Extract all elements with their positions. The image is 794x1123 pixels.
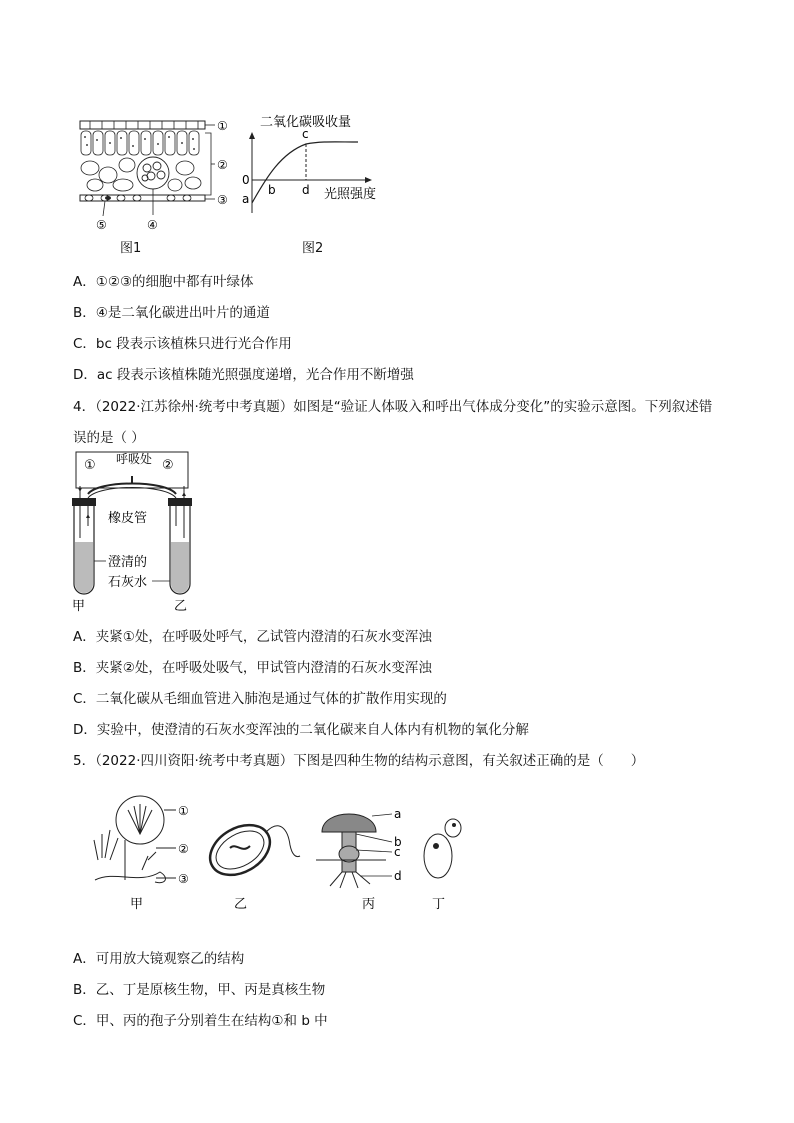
q4-option-a: A．夹紧①处，在呼吸处呼气，乙试管内澄清的石灰水变浑浊: [73, 629, 432, 645]
q4-stem-line2: 误的是（ ）: [73, 430, 145, 446]
q5-stem: 5．（2022·四川资阳·统考中考真题）下图是四种生物的结构示意图，有关叙述正确的是（ ）: [73, 753, 645, 769]
fig2-point-c: c: [302, 127, 309, 141]
mushroom-mark-b: b: [394, 835, 402, 849]
fig1-caption: 图1: [120, 241, 142, 256]
tube-jia-label: 甲: [72, 599, 86, 614]
organism-label-ding: 丁: [432, 897, 446, 912]
fig2-caption: 图2: [302, 241, 324, 256]
tube-label: 橡皮管: [108, 511, 148, 526]
clamp-mark-2: ②: [162, 458, 174, 473]
fig2-origin-label: 0: [242, 173, 250, 187]
clamp-mark-1: ①: [84, 458, 96, 473]
q5-option-b: B．乙、丁是原核生物，甲、丙是真核生物: [73, 982, 326, 998]
q5-option-a: A．可用放大镜观察乙的结构: [73, 951, 245, 967]
q5-option-c: C．甲、丙的孢子分别着生在结构①和 b 中: [73, 1013, 328, 1029]
q3-option-d: D．ac 段表示该植株随光照强度递增，光合作用不断增强: [73, 367, 414, 383]
four-organisms-figure: [90, 790, 490, 920]
q3-option-a: A．①②③的细胞中都有叶绿体: [73, 274, 254, 290]
q4-option-b: B．夹紧②处，在呼吸处吸气，甲试管内澄清的石灰水变浑浊: [73, 660, 432, 676]
fig1-mark-5: ⑤: [96, 218, 107, 232]
fig1-mark-4: ④: [147, 218, 158, 232]
mushroom-mark-d: d: [394, 869, 402, 883]
lime-label-line1: 澄清的: [108, 555, 148, 570]
fig2-x-label: 光照强度: [324, 187, 377, 202]
organism-label-yi: 乙: [234, 897, 248, 912]
moss-mark-1: ①: [178, 804, 189, 818]
moss-mark-3: ③: [178, 872, 189, 886]
fig2-point-b: b: [268, 183, 276, 197]
organism-label-bing: 丙: [362, 897, 376, 912]
mushroom-mark-c: c: [394, 845, 401, 859]
leaf-cross-section-figure: [75, 113, 235, 233]
fig2-point-a: a: [242, 192, 250, 206]
moss-mark-2: ②: [178, 842, 189, 856]
tube-yi-label: 乙: [174, 599, 188, 614]
fig1-mark-2: ②: [217, 158, 228, 172]
co2-absorption-graph: [236, 108, 396, 218]
q4-option-d: D．实验中，使澄清的石灰水变浑浊的二氧化碳来自人体内有机物的氧化分解: [73, 722, 529, 738]
q3-option-b: B．④是二氧化碳进出叶片的通道: [73, 305, 270, 321]
organism-label-jia: 甲: [130, 897, 144, 912]
mushroom-mark-a: a: [394, 807, 402, 821]
q4-option-c: C．二氧化碳从毛细血管进入肺泡是通过气体的扩散作用实现的: [73, 691, 447, 707]
q3-option-c: C．bc 段表示该植株只进行光合作用: [73, 336, 292, 352]
fig2-y-label: 二氧化碳吸收量: [260, 115, 352, 130]
breath-label: 呼吸处: [116, 452, 153, 466]
fig1-mark-1: ①: [217, 119, 228, 133]
fig2-point-d: d: [302, 183, 310, 197]
breathing-experiment-figure: [68, 446, 198, 616]
lime-label-line2: 石灰水: [108, 575, 148, 590]
fig1-mark-3: ③: [217, 193, 228, 207]
q4-stem-line1: 4．（2022·江苏徐州·统考中考真题）如图是“验证人体吸入和呼出气体成分变化”的实验示意图。下列叙述错: [73, 399, 713, 415]
